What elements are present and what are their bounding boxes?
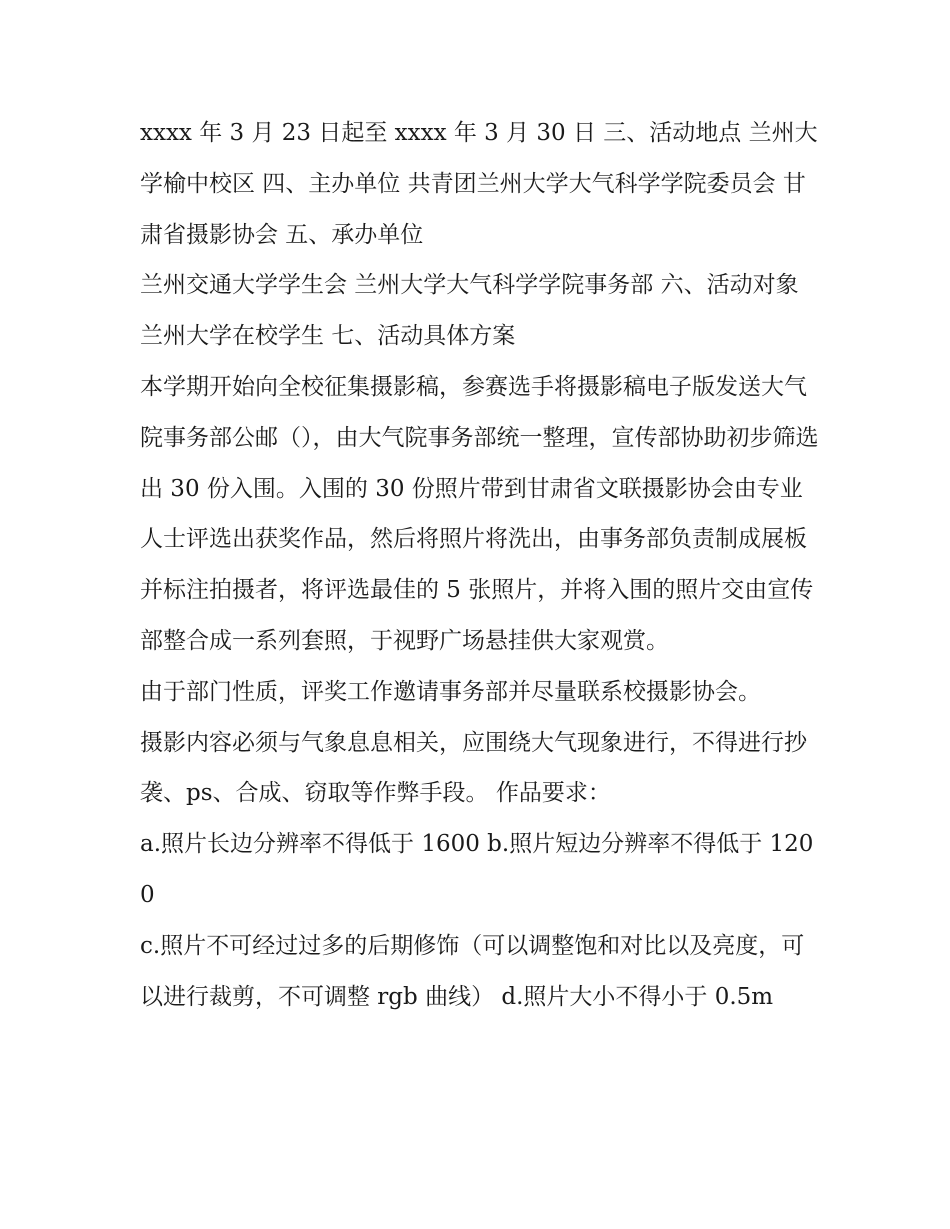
paragraph-activity-plan: 本学期开始向全校征集摄影稿，参赛选手将摄影稿电子版发送大气院事务部公邮（），由大气院事务部统一整理，宣传部协助初步筛选出 30 份入围。入围的 30 份照片带到甘肃省文联摄影协会由专业人士评选出获奖作品，然后将照片将洗出，由事务部负责制成展板并标注拍摄者，将评选最佳的 5 张照片，并将入围的照片交由宣传部整合成一系列套照，于视野广场悬挂供大家观赏。 — [140, 373, 819, 654]
paragraph-resolution-requirements: a.照片长边分辨率不得低于 1600 b.照片短边分辨率不得低于 1200 — [140, 831, 814, 908]
paragraph-editing-size-requirements: c.照片不可经过过多的后期修饰（可以调整饱和对比以及亮度，可以进行裁剪，不可调整 rgb 曲线） d.照片大小不得小于 0.5m — [140, 932, 805, 1010]
paragraph-schedule-location-organizers: xxxx 年 3 月 23 日起至 xxxx 年 3 月 30 日 三、活动地点 兰州大学榆中校区 四、主办单位 共青团兰州大学大气科学学院委员会 甘肃省摄影协会 五、承办单位 — [140, 120, 818, 248]
paragraph-hosts-participants: 兰州交通大学学生会 兰州大学大气科学学院事务部 六、活动对象 兰州大学在校学生 七、活动具体方案 — [140, 272, 799, 350]
document-body — [140, 108, 820, 1022]
paragraph-content-rules: 摄影内容必须与气象息息相关，应围绕大气现象进行，不得进行抄袭、ps、合成、窃取等作弊手段。 作品要求： — [140, 729, 807, 807]
paragraph-judging: 由于部门性质，评奖工作邀请事务部并尽量联系校摄影协会。 — [140, 678, 761, 705]
